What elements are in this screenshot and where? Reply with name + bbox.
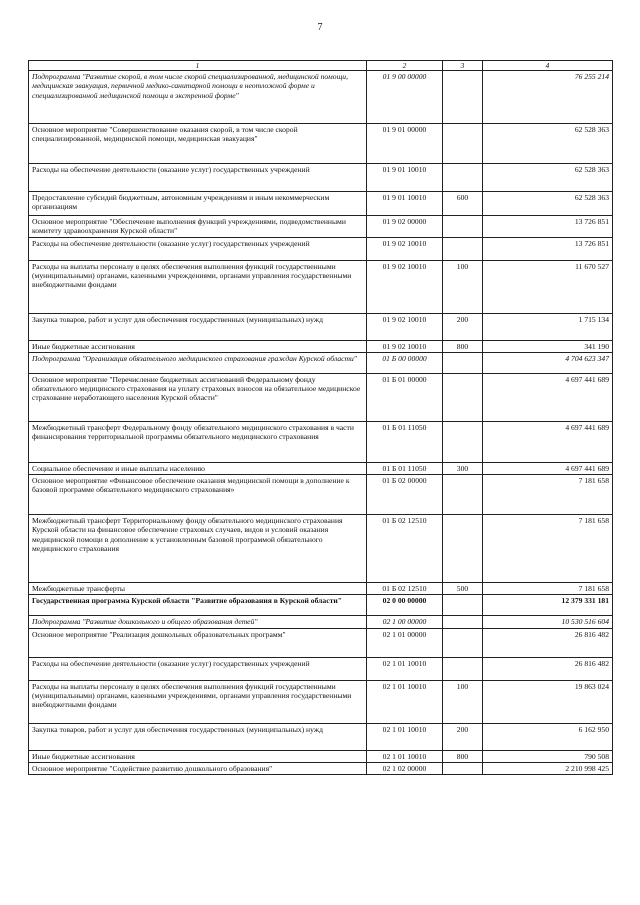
- table-row: [29, 373, 613, 421]
- row-vr-cell: [443, 124, 483, 164]
- page-number: 7: [317, 22, 323, 33]
- row-amount-cell: 26 816 482: [483, 628, 613, 657]
- row-amount-cell: 10 530 516 604: [483, 616, 613, 628]
- row-vr-cell: [443, 657, 483, 680]
- table-row: [29, 616, 613, 628]
- table-row: [29, 71, 613, 124]
- row-code-cell: 02 1 00 00000: [367, 616, 443, 628]
- row-vr-cell: [443, 616, 483, 628]
- row-code-cell: 01 9 01 10010: [367, 164, 443, 192]
- table-row: [29, 595, 613, 616]
- row-amount-cell: 13 726 851: [483, 216, 613, 238]
- row-amount-cell: 790 508: [483, 750, 613, 762]
- row-vr-cell: [443, 762, 483, 774]
- row-code-cell: 01 Б 01 00000: [367, 373, 443, 421]
- row-code-cell: 01 Б 01 11050: [367, 421, 443, 462]
- table-row: [29, 352, 613, 373]
- row-name-cell: Иные бюджетные ассигнования: [29, 750, 367, 762]
- row-amount-cell: 26 816 482: [483, 657, 613, 680]
- row-name-cell: Закупка товаров, работ и услуг для обеспечения государственных (муниципальных) нужд: [29, 723, 367, 750]
- row-vr-cell: 100: [443, 680, 483, 723]
- row-amount-cell: 4 697 441 689: [483, 373, 613, 421]
- row-amount-cell: 7 181 658: [483, 515, 613, 583]
- row-code-cell: 01 9 02 00000: [367, 216, 443, 238]
- table-row: [29, 164, 613, 192]
- row-amount-cell: 62 528 363: [483, 124, 613, 164]
- budget-table: [28, 60, 613, 775]
- row-code-cell: 02 1 02 00000: [367, 762, 443, 774]
- row-code-cell: 01 9 01 10010: [367, 192, 443, 216]
- row-name-cell: Предоставление субсидий бюджетным, автономным учреждениям и иным некоммерческим организациям: [29, 192, 367, 216]
- row-code-cell: 02 1 01 10010: [367, 750, 443, 762]
- row-name-cell: Основное мероприятие «Финансовое обеспечение оказания медицинской помощи в дополнение к базовой программе обязательного медицинского страхования»: [29, 475, 367, 515]
- row-name-cell: Основное мероприятие "Совершенствование оказания скорой, в том числе скорой специализированной, медицинской помощи, медицинская эвакуация": [29, 124, 367, 164]
- row-vr-cell: [443, 421, 483, 462]
- table-row: [29, 628, 613, 657]
- row-name-cell: Основное мероприятие "Обеспечение выполнения функций учреждениями, подведомственными комитету здравоохранения Курской области": [29, 216, 367, 238]
- row-amount-cell: 13 726 851: [483, 237, 613, 260]
- row-amount-cell: 19 863 024: [483, 680, 613, 723]
- row-vr-cell: [443, 475, 483, 515]
- row-vr-cell: [443, 352, 483, 373]
- row-code-cell: 02 1 01 10010: [367, 657, 443, 680]
- row-vr-cell: 300: [443, 462, 483, 474]
- table-row: [29, 124, 613, 164]
- row-code-cell: 01 Б 00 00000: [367, 352, 443, 373]
- header-col-code: 2: [367, 61, 443, 71]
- row-amount-cell: 76 255 214: [483, 71, 613, 124]
- table-row: [29, 750, 613, 762]
- row-vr-cell: [443, 373, 483, 421]
- table-row: [29, 216, 613, 238]
- row-code-cell: 02 1 01 10010: [367, 723, 443, 750]
- header-col-amount: 4: [483, 61, 613, 71]
- row-vr-cell: [443, 515, 483, 583]
- row-code-cell: 01 9 02 10010: [367, 260, 443, 313]
- table-header-row: [29, 61, 613, 71]
- row-name-cell: Расходы на выплаты персоналу в целях обеспечения выполнения функций государственными (муниципальными) органами, казенными учреждениями, органами управления государственными внебюджетными фондами: [29, 680, 367, 723]
- row-name-cell: Расходы на обеспечение деятельности (оказание услуг) государственных учреждений: [29, 164, 367, 192]
- row-name-cell: Закупка товаров, работ и услуг для обеспечения государственных (муниципальных) нужд: [29, 313, 367, 340]
- table-row: [29, 340, 613, 352]
- row-name-cell: Расходы на выплаты персоналу в целях обеспечения выполнения функций государственными (муниципальными) органами, казенными учреждениями, органами управления государственными внебюджетными фондами: [29, 260, 367, 313]
- table-row: [29, 762, 613, 774]
- table-row: [29, 260, 613, 313]
- row-amount-cell: 11 670 527: [483, 260, 613, 313]
- table-row: [29, 583, 613, 595]
- row-vr-cell: [443, 628, 483, 657]
- row-name-cell: Основное мероприятие "Содействие развитию дошкольного образования": [29, 762, 367, 774]
- table-row: [29, 313, 613, 340]
- row-code-cell: 01 Б 01 11050: [367, 462, 443, 474]
- row-name-cell: Подпрограмма "Развитие скорой, в том числе скорой специализированной, медицинской помощи, медицинская эвакуация, первичной медико-санитарной помощи в неотложной форме и специализированной медицинской помощи в экстренной форме": [29, 71, 367, 124]
- row-name-cell: Основное мероприятие "Перечисление бюджетных ассигнований Федеральному фонду обязательного медицинского страхования на уплату страховых взносов на обязательное медицинское страхование неработающего населения Курской области": [29, 373, 367, 421]
- row-vr-cell: [443, 71, 483, 124]
- header-col-vr: 3: [443, 61, 483, 71]
- row-vr-cell: 500: [443, 583, 483, 595]
- row-amount-cell: 6 162 950: [483, 723, 613, 750]
- row-vr-cell: 200: [443, 313, 483, 340]
- row-code-cell: 02 1 01 10010: [367, 680, 443, 723]
- table-row: [29, 680, 613, 723]
- row-vr-cell: 200: [443, 723, 483, 750]
- row-name-cell: Межбюджетные трансферты: [29, 583, 367, 595]
- row-name-cell: Расходы на обеспечение деятельности (оказание услуг) государственных учреждений: [29, 657, 367, 680]
- row-name-cell: Подпрограмма "Организация обязательного медицинского страхования граждан Курской области": [29, 352, 367, 373]
- row-code-cell: 01 Б 02 12510: [367, 583, 443, 595]
- row-name-cell: Социальное обеспечение и иные выплаты населению: [29, 462, 367, 474]
- row-name-cell: Иные бюджетные ассигнования: [29, 340, 367, 352]
- row-amount-cell: 4 704 623 347: [483, 352, 613, 373]
- row-amount-cell: 62 528 363: [483, 192, 613, 216]
- row-amount-cell: 4 697 441 689: [483, 462, 613, 474]
- row-name-cell: Межбюджетный трансферт Федеральному фонду обязательного медицинского страхования в части финансирования территориальной программы обязательного медицинского страхования: [29, 421, 367, 462]
- row-vr-cell: [443, 237, 483, 260]
- table-row: [29, 192, 613, 216]
- table-row: [29, 462, 613, 474]
- row-vr-cell: 800: [443, 340, 483, 352]
- row-amount-cell: 7 181 658: [483, 583, 613, 595]
- row-amount-cell: 1 715 134: [483, 313, 613, 340]
- table-row: [29, 237, 613, 260]
- row-amount-cell: 7 181 658: [483, 475, 613, 515]
- row-amount-cell: 341 190: [483, 340, 613, 352]
- row-name-cell: Государственная программа Курской области "Развитие образования в Курской области": [29, 595, 367, 616]
- row-code-cell: 02 1 01 00000: [367, 628, 443, 657]
- row-vr-cell: 100: [443, 260, 483, 313]
- row-amount-cell: 12 379 331 181: [483, 595, 613, 616]
- row-code-cell: 01 9 01 00000: [367, 124, 443, 164]
- row-code-cell: 01 Б 02 00000: [367, 475, 443, 515]
- table-row: [29, 421, 613, 462]
- row-name-cell: Основное мероприятие "Реализация дошкольных образовательных программ": [29, 628, 367, 657]
- row-code-cell: 01 9 02 10010: [367, 340, 443, 352]
- table-row: [29, 475, 613, 515]
- row-code-cell: 01 9 00 00000: [367, 71, 443, 124]
- table-row: [29, 657, 613, 680]
- row-code-cell: 02 0 00 00000: [367, 595, 443, 616]
- row-vr-cell: 800: [443, 750, 483, 762]
- row-vr-cell: [443, 595, 483, 616]
- row-vr-cell: [443, 164, 483, 192]
- row-amount-cell: 2 210 998 425: [483, 762, 613, 774]
- row-amount-cell: 62 528 363: [483, 164, 613, 192]
- row-vr-cell: [443, 216, 483, 238]
- row-vr-cell: 600: [443, 192, 483, 216]
- row-name-cell: Подпрограмма "Развитие дошкольного и общего образования детей": [29, 616, 367, 628]
- table-row: [29, 723, 613, 750]
- row-amount-cell: 4 697 441 689: [483, 421, 613, 462]
- row-name-cell: Расходы на обеспечение деятельности (оказание услуг) государственных учреждений: [29, 237, 367, 260]
- row-name-cell: Межбюджетный трансферт Территориальному фонду обязательного медицинского страхования Курской области на финансовое обеспечение страховых случаев, видов и условий оказания медицинской помощи в дополнение к установленным базовой программой обязательного медицинского страхования: [29, 515, 367, 583]
- table-row: [29, 515, 613, 583]
- header-col-name: 1: [29, 61, 367, 71]
- row-code-cell: 01 9 02 10010: [367, 237, 443, 260]
- row-code-cell: 01 Б 02 12510: [367, 515, 443, 583]
- row-code-cell: 01 9 02 10010: [367, 313, 443, 340]
